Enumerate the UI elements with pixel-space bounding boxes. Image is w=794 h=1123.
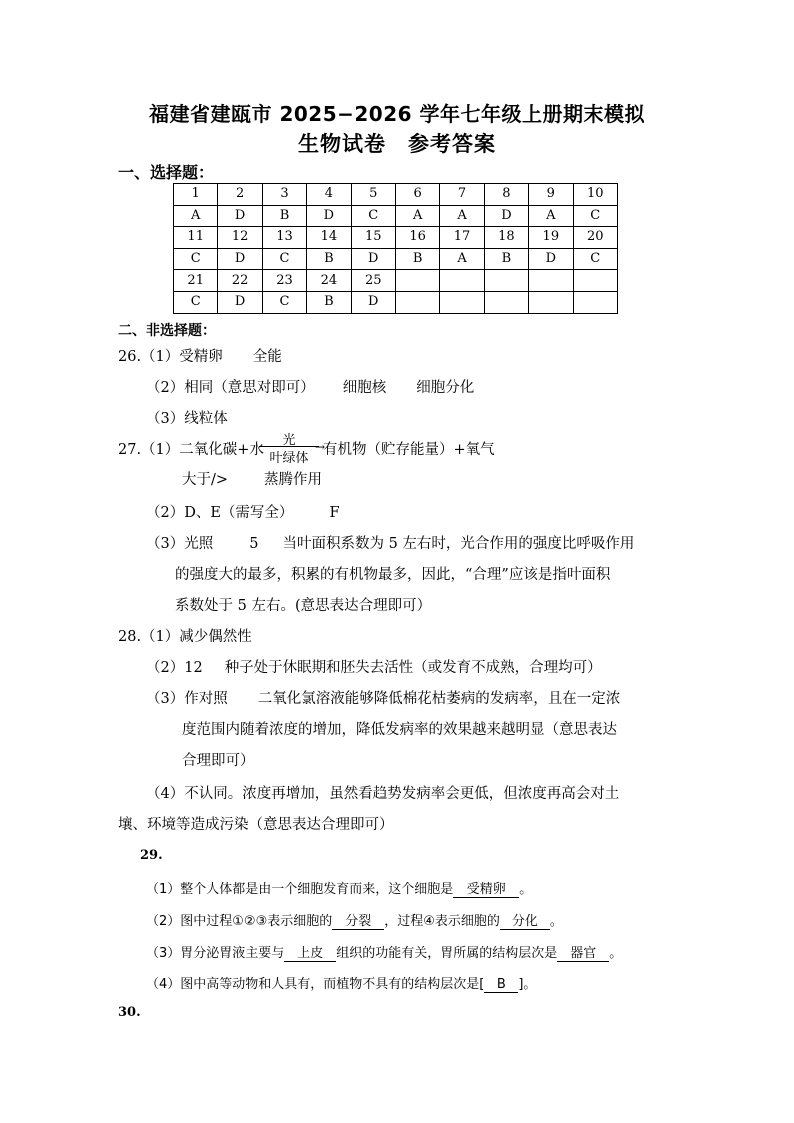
table-cell: C	[262, 248, 306, 270]
table-cell: B	[395, 248, 439, 270]
table-cell: 12	[218, 227, 262, 249]
condition-chloroplast: 叶绿体	[269, 451, 309, 466]
q27-answer-light: （3）光照	[146, 536, 214, 552]
q27-explanation-1: 当叶面积系数为 5 左右时，光合作用的强度比呼吸作用	[282, 536, 635, 552]
q27-answer-greater: 大于/>	[182, 472, 229, 488]
table-cell: 15	[351, 227, 395, 249]
table-cell: B	[262, 205, 306, 227]
arrow-head-icon: →	[314, 440, 325, 454]
table-cell	[395, 270, 439, 292]
table-cell	[529, 291, 573, 313]
q29-answer-epithelial: 上皮	[284, 947, 336, 962]
table-cell	[529, 270, 573, 292]
table-row-answers	[174, 291, 618, 313]
title-answer-key: 参考答案	[408, 132, 496, 156]
q29-line-4: （4）图中高等动物和人具有，而植物不具有的结构层次是[ B ]。	[146, 977, 537, 992]
q29-number: 29.	[140, 848, 163, 863]
table-cell: A	[395, 205, 439, 227]
table-cell: B	[307, 248, 351, 270]
q29-answer-b: B	[484, 978, 518, 993]
q29-line-1: （1）整个人体都是由一个细胞发育而来，这个细胞是 受精卵 。	[146, 882, 533, 897]
table-cell: 6	[395, 184, 439, 206]
table-cell: 5	[351, 184, 395, 206]
q29-answer-differentiation: 分化	[500, 915, 550, 930]
q28-line-1: 28.（1）减少偶然性	[118, 629, 252, 645]
table-row-answers	[174, 248, 618, 270]
table-cell: 4	[307, 184, 351, 206]
table-cell: C	[573, 205, 617, 227]
table-cell	[573, 270, 617, 292]
q28-answer-reason: 种子处于休眠期和胚失去活性（或发育不成熟，合理均可）	[224, 660, 602, 676]
table-cell: D	[484, 205, 528, 227]
q26-answer-5: 细胞分化	[416, 380, 475, 396]
q27-answer-5: 5	[249, 536, 259, 552]
choice-answer-table	[173, 183, 618, 314]
q26-answer-2: 全能	[252, 349, 282, 365]
table-cell: 23	[262, 270, 306, 292]
q28-line-6: （4）不认同。浓度再增加，虽然看趋势发病率会更低，但浓度再高会对土	[146, 786, 620, 802]
table-cell: 25	[351, 270, 395, 292]
table-cell: C	[174, 248, 218, 270]
table-cell: C	[262, 291, 306, 313]
title-line-2	[0, 128, 794, 158]
table-cell: 2	[218, 184, 262, 206]
q29-answer-organ: 器官	[557, 947, 609, 962]
table-cell: 11	[174, 227, 218, 249]
q26-answer-3: （2）相同（意思对即可）	[146, 380, 315, 396]
q27-line-4	[146, 534, 634, 554]
q28-line-3	[146, 689, 620, 709]
q28-line-2	[146, 658, 602, 678]
table-cell: 9	[529, 184, 573, 206]
table-cell	[484, 270, 528, 292]
table-cell: 1	[174, 184, 218, 206]
table-cell: 24	[307, 270, 351, 292]
section-1-heading: 一、选择题：	[118, 163, 215, 182]
table-cell: 8	[484, 184, 528, 206]
q28-answer-control: （3）作对照	[146, 691, 228, 707]
q27-line-3	[146, 503, 340, 523]
q29-answer-zygote: 受精卵	[453, 883, 519, 898]
table-cell: B	[484, 248, 528, 270]
table-cell: A	[440, 248, 484, 270]
table-cell: C	[351, 205, 395, 227]
section-2-heading: 二、非选择题：	[118, 323, 216, 339]
table-cell	[395, 291, 439, 313]
table-row-question-numbers	[174, 227, 618, 249]
q26-line-2	[146, 378, 474, 398]
condition-light: 光	[282, 433, 296, 448]
q26-line-3: （3）线粒体	[146, 411, 228, 427]
table-cell	[573, 291, 617, 313]
q28-line-5: 合理即可）	[182, 753, 255, 769]
table-cell: C	[174, 291, 218, 313]
table-cell: 13	[262, 227, 306, 249]
q28-line-7: 壤、环境等造成污染（意思表达合理即可）	[118, 817, 394, 833]
table-cell: 14	[307, 227, 351, 249]
table-cell: 16	[395, 227, 439, 249]
table-cell: D	[529, 248, 573, 270]
table-cell: A	[440, 205, 484, 227]
table-cell: D	[351, 291, 395, 313]
q26-answer-4: 细胞核	[342, 380, 387, 396]
table-cell: 21	[174, 270, 218, 292]
table-cell: 22	[218, 270, 262, 292]
table-cell: 19	[529, 227, 573, 249]
title-subject: 生物试卷	[298, 132, 386, 156]
table-cell: 17	[440, 227, 484, 249]
q28-answer-conclusion: 二氧化氯溶液能够降低棉花枯萎病的发病率，且在一定浓	[257, 691, 621, 707]
table-cell: A	[174, 205, 218, 227]
table-cell: 10	[573, 184, 617, 206]
table-cell: B	[307, 291, 351, 313]
table-cell	[484, 291, 528, 313]
table-cell	[440, 291, 484, 313]
table-cell: D	[307, 205, 351, 227]
table-cell	[440, 270, 484, 292]
q27-answer-f: F	[329, 505, 340, 521]
table-row-question-numbers	[174, 270, 618, 292]
q27-answer-transpiration: 蒸腾作用	[264, 472, 323, 488]
table-cell: D	[351, 248, 395, 270]
table-cell: D	[218, 205, 262, 227]
table-cell: D	[218, 291, 262, 313]
table-cell: C	[573, 248, 617, 270]
q29-answer-division: 分裂	[332, 915, 384, 930]
q29-line-3: （3）胃分泌胃液主要与 上皮 组织的功能有关，胃所属的结构层次是 器官 。	[146, 946, 623, 961]
table-cell: A	[529, 205, 573, 227]
title-line-1: 福建省建瓯市 2025−2026 学年七年级上册期末模拟	[148, 102, 645, 126]
table-cell: 7	[440, 184, 484, 206]
table-row-answers	[174, 205, 618, 227]
table-cell: 18	[484, 227, 528, 249]
q27-line-2	[182, 470, 322, 490]
table-cell: 3	[262, 184, 306, 206]
q26-line-1	[118, 347, 282, 367]
q27-line-1b: 有机物（贮存能量）+氧气	[323, 442, 495, 458]
table-cell: D	[218, 248, 262, 270]
q27-line-5: 的强度大的最多，积累的有机物最多，因此，“合理”应该是指叶面积	[175, 567, 611, 583]
table-row-question-numbers	[174, 184, 618, 206]
q27-line-1a: 27.（1）二氧化碳+水	[118, 442, 264, 458]
q29-line-2: （2）图中过程①②③表示细胞的 分裂 ，过程④表示细胞的 分化 。	[146, 914, 563, 929]
q28-answer-12: （2）12	[146, 660, 203, 676]
table-cell: 20	[573, 227, 617, 249]
q30-number: 30.	[118, 1005, 141, 1020]
reaction-condition	[255, 429, 323, 464]
q27-line-6: 系数处于 5 左右。(意思表达合理即可）	[175, 598, 432, 614]
q26-answer-1: 26.（1）受精卵	[118, 349, 223, 365]
q27-answer-de: （2）D、E（需写全）	[146, 505, 294, 521]
q28-line-4: 度范围内随着浓度的增加，降低发病率的效果越来越明显（意思表达	[182, 722, 617, 738]
